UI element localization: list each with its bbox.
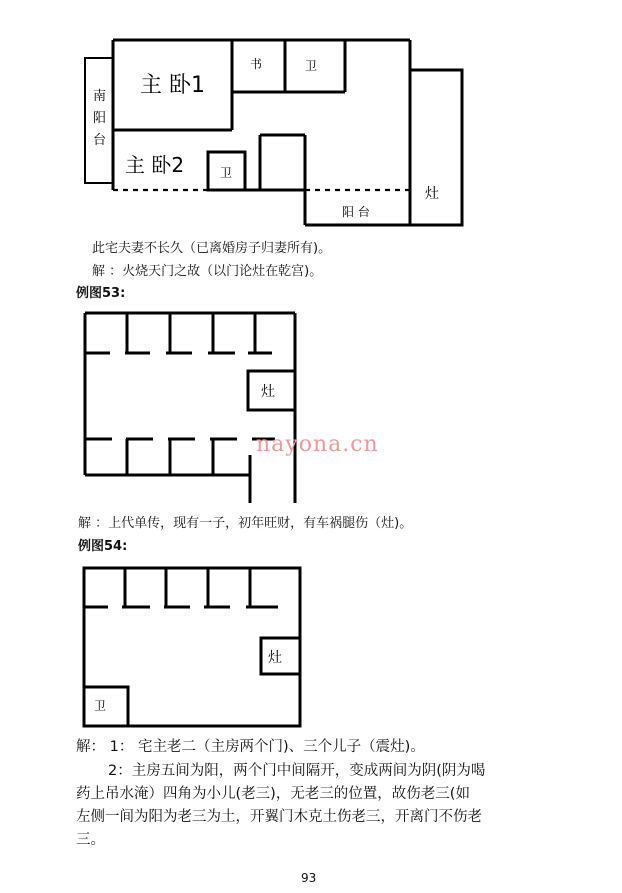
stove-label-53: 灶: [261, 384, 275, 400]
fig54-line-1: 解： 1： 宅主老二（主房两个门)、三个儿子（震灶)。: [76, 739, 425, 755]
master-bed-2-label: 主 卧2: [125, 153, 185, 177]
fig54-para-4: 三。: [76, 832, 105, 848]
fig52-caption-1: 此宅夫妻不长久（已离婚房子归妻所有)。: [92, 241, 332, 256]
floor-plan-52: [80, 30, 480, 240]
fig54-para-2: 药上吊水淹）四角为小儿(老三)，无老三的位置，故伤老三(如: [76, 786, 470, 802]
bath-label-54: 卫: [94, 699, 107, 713]
master-bed-1-label: 主 卧1: [140, 73, 205, 98]
floor-plan-53: [80, 305, 310, 510]
stove-label-54: 灶: [268, 650, 282, 666]
fig54-para-3: 左侧一间为阳为老三为土，开翼门木克土伤老三，开离门不伤老: [76, 809, 482, 825]
balcony-label: 阳 台: [342, 205, 370, 219]
south-balcony-char-2: 阳: [93, 111, 107, 126]
fig54-para-1: 2：主房五间为阳，两个门中间隔开，变成两间为阴(阴为喝: [108, 763, 486, 779]
floor-plan-54: [78, 562, 308, 732]
page-number: 93: [301, 871, 317, 885]
fig53-title: 例图53:: [76, 286, 126, 301]
bath-top-label: 卫: [305, 59, 318, 73]
study-label: 书: [250, 57, 263, 71]
bath-mid-label: 卫: [220, 166, 233, 180]
south-balcony-char-3: 台: [93, 133, 107, 148]
fig53-caption: 解 ：上代单传，现有一子，初年旺财，有车祸腿伤（灶)。: [78, 516, 413, 531]
fig52-caption-2: 解 ：火烧天门之故（以门论灶在乾宫)。: [92, 264, 323, 279]
watermark: nayona.cn: [256, 432, 379, 457]
stove-label-52: 灶: [425, 186, 439, 202]
fig54-title: 例图54:: [78, 539, 128, 554]
south-balcony-char-1: 南: [93, 89, 107, 104]
